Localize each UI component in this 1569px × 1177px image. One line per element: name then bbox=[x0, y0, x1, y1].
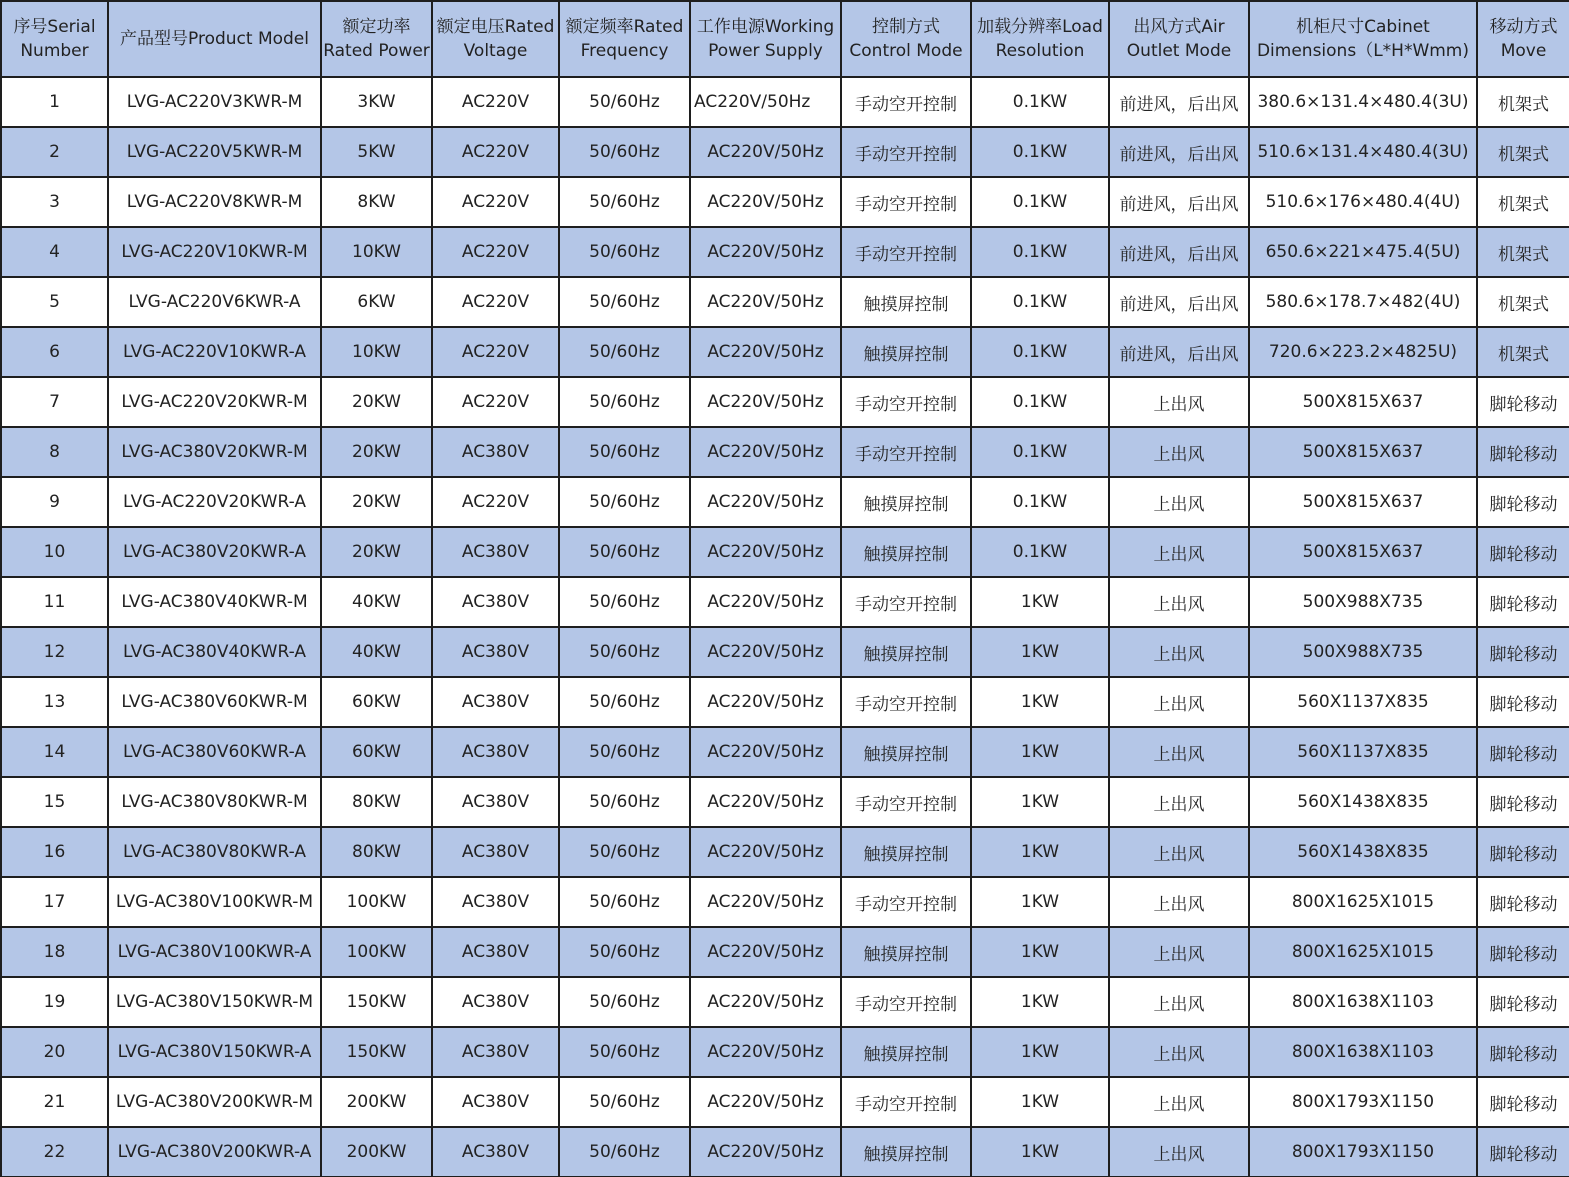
cell-product-model: LVG-AC220V8KWR-M bbox=[108, 177, 321, 227]
cell-air-outlet-mode: 上出风 bbox=[1109, 477, 1249, 527]
cell-air-outlet-mode: 上出风 bbox=[1109, 677, 1249, 727]
cell-cabinet-dimensions: 500X988X735 bbox=[1249, 577, 1477, 627]
cell-load-resolution: 1KW bbox=[971, 577, 1109, 627]
cell-rated-power: 60KW bbox=[321, 727, 432, 777]
cell-control-mode: 触摸屏控制 bbox=[841, 927, 971, 977]
cell-rated-voltage: AC220V bbox=[432, 277, 559, 327]
cell-serial-number: 20 bbox=[1, 1027, 108, 1077]
cell-cabinet-dimensions: 800X1793X1150 bbox=[1249, 1127, 1477, 1177]
cell-product-model: LVG-AC220V6KWR-A bbox=[108, 277, 321, 327]
cell-cabinet-dimensions: 800X1638X1103 bbox=[1249, 1027, 1477, 1077]
cell-rated-frequency: 50/60Hz bbox=[559, 127, 690, 177]
cell-serial-number: 19 bbox=[1, 977, 108, 1027]
cell-rated-voltage: AC380V bbox=[432, 1027, 559, 1077]
column-header-rated-voltage bbox=[432, 1, 559, 77]
table-header bbox=[1, 1, 1569, 77]
cell-move-mode: 脚轮移动 bbox=[1477, 777, 1569, 827]
cell-rated-power: 40KW bbox=[321, 627, 432, 677]
cell-load-resolution: 0.1KW bbox=[971, 227, 1109, 277]
cell-rated-voltage: AC380V bbox=[432, 427, 559, 477]
cell-control-mode: 触摸屏控制 bbox=[841, 1127, 971, 1177]
cell-control-mode: 触摸屏控制 bbox=[841, 1027, 971, 1077]
cell-rated-frequency: 50/60Hz bbox=[559, 677, 690, 727]
cell-rated-frequency: 50/60Hz bbox=[559, 977, 690, 1027]
table-row bbox=[1, 77, 1569, 127]
cell-rated-frequency: 50/60Hz bbox=[559, 327, 690, 377]
cell-rated-power: 80KW bbox=[321, 827, 432, 877]
column-header-label: 序号Serial bbox=[13, 17, 96, 37]
cell-working-power-supply: AC220V/50Hz bbox=[690, 1027, 841, 1077]
cell-load-resolution: 1KW bbox=[971, 877, 1109, 927]
cell-serial-number: 6 bbox=[1, 327, 108, 377]
cell-working-power-supply: AC220V/50Hz bbox=[690, 727, 841, 777]
table-row bbox=[1, 627, 1569, 677]
cell-rated-frequency: 50/60Hz bbox=[559, 77, 690, 127]
cell-load-resolution: 1KW bbox=[971, 1077, 1109, 1127]
cell-rated-power: 150KW bbox=[321, 977, 432, 1027]
cell-rated-frequency: 50/60Hz bbox=[559, 577, 690, 627]
cell-working-power-supply: AC220V/50Hz bbox=[690, 427, 841, 477]
cell-product-model: LVG-AC380V80KWR-M bbox=[108, 777, 321, 827]
cell-rated-frequency: 50/60Hz bbox=[559, 427, 690, 477]
cell-control-mode: 手动空开控制 bbox=[841, 127, 971, 177]
cell-move-mode: 脚轮移动 bbox=[1477, 727, 1569, 777]
cell-rated-voltage: AC380V bbox=[432, 877, 559, 927]
cell-load-resolution: 0.1KW bbox=[971, 427, 1109, 477]
table-row bbox=[1, 1077, 1569, 1127]
table-row bbox=[1, 1127, 1569, 1177]
cell-air-outlet-mode: 前进风，后出风 bbox=[1109, 127, 1249, 177]
cell-serial-number: 5 bbox=[1, 277, 108, 327]
cell-product-model: LVG-AC380V60KWR-M bbox=[108, 677, 321, 727]
cell-control-mode: 触摸屏控制 bbox=[841, 277, 971, 327]
cell-control-mode: 触摸屏控制 bbox=[841, 327, 971, 377]
cell-rated-frequency: 50/60Hz bbox=[559, 1077, 690, 1127]
cell-working-power-supply: AC220V/50Hz bbox=[690, 927, 841, 977]
cell-rated-power: 5KW bbox=[321, 127, 432, 177]
cell-control-mode: 手动空开控制 bbox=[841, 427, 971, 477]
cell-rated-voltage: AC380V bbox=[432, 827, 559, 877]
table-row bbox=[1, 877, 1569, 927]
cell-working-power-supply: AC220V/50Hz bbox=[690, 77, 841, 127]
cell-serial-number: 12 bbox=[1, 627, 108, 677]
cell-move-mode: 机架式 bbox=[1477, 177, 1569, 227]
cell-cabinet-dimensions: 580.6×178.7×482(4U) bbox=[1249, 277, 1477, 327]
cell-load-resolution: 1KW bbox=[971, 1027, 1109, 1077]
cell-move-mode: 脚轮移动 bbox=[1477, 1027, 1569, 1077]
cell-serial-number: 13 bbox=[1, 677, 108, 727]
cell-air-outlet-mode: 上出风 bbox=[1109, 827, 1249, 877]
cell-serial-number: 17 bbox=[1, 877, 108, 927]
cell-rated-power: 20KW bbox=[321, 377, 432, 427]
column-header-rated-frequency bbox=[559, 1, 690, 77]
cell-rated-frequency: 50/60Hz bbox=[559, 527, 690, 577]
cell-product-model: LVG-AC380V100KWR-A bbox=[108, 927, 321, 977]
column-header-sublabel: Dimensions（L*H*Wmm) bbox=[1256, 41, 1470, 61]
cell-product-model: LVG-AC380V150KWR-M bbox=[108, 977, 321, 1027]
cell-rated-voltage: AC380V bbox=[432, 677, 559, 727]
cell-working-power-supply: AC220V/50Hz bbox=[690, 277, 841, 327]
column-header-label: 工作电源Working bbox=[696, 17, 835, 37]
cell-product-model: LVG-AC380V40KWR-M bbox=[108, 577, 321, 627]
cell-air-outlet-mode: 上出风 bbox=[1109, 727, 1249, 777]
cell-air-outlet-mode: 上出风 bbox=[1109, 777, 1249, 827]
cell-control-mode: 手动空开控制 bbox=[841, 227, 971, 277]
table-row bbox=[1, 577, 1569, 627]
column-header-sublabel: Number bbox=[20, 41, 89, 61]
column-header-sublabel: Power Supply bbox=[708, 41, 823, 61]
cell-move-mode: 机架式 bbox=[1477, 227, 1569, 277]
cell-move-mode: 机架式 bbox=[1477, 127, 1569, 177]
cell-control-mode: 手动空开控制 bbox=[841, 177, 971, 227]
cell-product-model: LVG-AC220V20KWR-A bbox=[108, 477, 321, 527]
cell-working-power-supply: AC220V/50Hz bbox=[690, 1077, 841, 1127]
cell-cabinet-dimensions: 800X1625X1015 bbox=[1249, 877, 1477, 927]
cell-air-outlet-mode: 前进风，后出风 bbox=[1109, 227, 1249, 277]
cell-working-power-supply: AC220V/50Hz bbox=[690, 327, 841, 377]
cell-control-mode: 手动空开控制 bbox=[841, 677, 971, 727]
cell-load-resolution: 0.1KW bbox=[971, 477, 1109, 527]
cell-load-resolution: 1KW bbox=[971, 977, 1109, 1027]
cell-serial-number: 10 bbox=[1, 527, 108, 577]
cell-move-mode: 脚轮移动 bbox=[1477, 977, 1569, 1027]
column-header-control-mode bbox=[841, 1, 971, 77]
cell-load-resolution: 1KW bbox=[971, 827, 1109, 877]
cell-move-mode: 脚轮移动 bbox=[1477, 427, 1569, 477]
column-header-load-resolution bbox=[971, 1, 1109, 77]
cell-rated-voltage: AC220V bbox=[432, 77, 559, 127]
cell-move-mode: 机架式 bbox=[1477, 277, 1569, 327]
cell-working-power-supply: AC220V/50Hz bbox=[690, 227, 841, 277]
table-row bbox=[1, 377, 1569, 427]
cell-load-resolution: 0.1KW bbox=[971, 77, 1109, 127]
cell-serial-number: 3 bbox=[1, 177, 108, 227]
cell-load-resolution: 0.1KW bbox=[971, 377, 1109, 427]
table-row bbox=[1, 727, 1569, 777]
column-header-air-outlet-mode bbox=[1109, 1, 1249, 77]
cell-rated-power: 100KW bbox=[321, 927, 432, 977]
cell-air-outlet-mode: 上出风 bbox=[1109, 977, 1249, 1027]
column-header-label: 产品型号Product Model bbox=[120, 29, 309, 49]
cell-rated-power: 150KW bbox=[321, 1027, 432, 1077]
table-row bbox=[1, 777, 1569, 827]
cell-rated-voltage: AC380V bbox=[432, 577, 559, 627]
cell-rated-frequency: 50/60Hz bbox=[559, 927, 690, 977]
cell-move-mode: 脚轮移动 bbox=[1477, 477, 1569, 527]
cell-rated-frequency: 50/60Hz bbox=[559, 1027, 690, 1077]
cell-product-model: LVG-AC220V5KWR-M bbox=[108, 127, 321, 177]
table-row bbox=[1, 477, 1569, 527]
cell-rated-power: 80KW bbox=[321, 777, 432, 827]
column-header-label: 出风方式Air bbox=[1133, 17, 1225, 37]
cell-control-mode: 触摸屏控制 bbox=[841, 827, 971, 877]
column-header-sublabel: Voltage bbox=[463, 41, 528, 61]
cell-rated-voltage: AC220V bbox=[432, 127, 559, 177]
table-row bbox=[1, 427, 1569, 477]
cell-rated-frequency: 50/60Hz bbox=[559, 277, 690, 327]
cell-rated-power: 3KW bbox=[321, 77, 432, 127]
cell-air-outlet-mode: 前进风，后出风 bbox=[1109, 327, 1249, 377]
cell-working-power-supply: AC220V/50Hz bbox=[690, 527, 841, 577]
cell-serial-number: 18 bbox=[1, 927, 108, 977]
cell-working-power-supply: AC220V/50Hz bbox=[690, 677, 841, 727]
cell-air-outlet-mode: 上出风 bbox=[1109, 1027, 1249, 1077]
column-header-sublabel: Control Mode bbox=[849, 41, 963, 61]
cell-rated-power: 200KW bbox=[321, 1077, 432, 1127]
cell-serial-number: 15 bbox=[1, 777, 108, 827]
cell-cabinet-dimensions: 500X815X637 bbox=[1249, 377, 1477, 427]
column-header-rated-power bbox=[321, 1, 432, 77]
cell-move-mode: 脚轮移动 bbox=[1477, 577, 1569, 627]
cell-serial-number: 11 bbox=[1, 577, 108, 627]
table-row bbox=[1, 327, 1569, 377]
cell-load-resolution: 0.1KW bbox=[971, 277, 1109, 327]
cell-product-model: LVG-AC380V60KWR-A bbox=[108, 727, 321, 777]
cell-rated-voltage: AC220V bbox=[432, 227, 559, 277]
cell-serial-number: 7 bbox=[1, 377, 108, 427]
cell-air-outlet-mode: 上出风 bbox=[1109, 377, 1249, 427]
cell-air-outlet-mode: 上出风 bbox=[1109, 1127, 1249, 1177]
column-header-serial-number bbox=[1, 1, 108, 77]
cell-rated-voltage: AC380V bbox=[432, 1077, 559, 1127]
header-row bbox=[1, 1, 1569, 77]
cell-control-mode: 触摸屏控制 bbox=[841, 727, 971, 777]
column-header-label: 机柜尺寸Cabinet bbox=[1296, 17, 1430, 37]
cell-load-resolution: 1KW bbox=[971, 1127, 1109, 1177]
cell-rated-power: 20KW bbox=[321, 477, 432, 527]
cell-load-resolution: 0.1KW bbox=[971, 527, 1109, 577]
cell-rated-power: 8KW bbox=[321, 177, 432, 227]
cell-cabinet-dimensions: 500X815X637 bbox=[1249, 527, 1477, 577]
column-header-label: 额定频率Rated bbox=[565, 17, 684, 37]
table-body bbox=[1, 77, 1569, 1177]
cell-rated-frequency: 50/60Hz bbox=[559, 1127, 690, 1177]
cell-move-mode: 脚轮移动 bbox=[1477, 877, 1569, 927]
cell-rated-voltage: AC380V bbox=[432, 977, 559, 1027]
cell-product-model: LVG-AC380V200KWR-M bbox=[108, 1077, 321, 1127]
cell-rated-power: 60KW bbox=[321, 677, 432, 727]
cell-cabinet-dimensions: 720.6×223.2×4825U) bbox=[1249, 327, 1477, 377]
cell-rated-voltage: AC380V bbox=[432, 527, 559, 577]
cell-rated-frequency: 50/60Hz bbox=[559, 227, 690, 277]
table-row bbox=[1, 277, 1569, 327]
column-header-label: 移动方式 bbox=[1489, 17, 1558, 37]
cell-cabinet-dimensions: 800X1793X1150 bbox=[1249, 1077, 1477, 1127]
cell-air-outlet-mode: 上出风 bbox=[1109, 627, 1249, 677]
cell-working-power-supply: AC220V/50Hz bbox=[690, 377, 841, 427]
column-header-label: 额定功率 bbox=[342, 17, 411, 37]
cell-load-resolution: 1KW bbox=[971, 627, 1109, 677]
column-header-sublabel: Move bbox=[1500, 41, 1547, 61]
table-row bbox=[1, 1027, 1569, 1077]
cell-cabinet-dimensions: 500X988X735 bbox=[1249, 627, 1477, 677]
cell-air-outlet-mode: 上出风 bbox=[1109, 1077, 1249, 1127]
cell-rated-power: 10KW bbox=[321, 227, 432, 277]
cell-control-mode: 手动空开控制 bbox=[841, 1077, 971, 1127]
cell-cabinet-dimensions: 650.6×221×475.4(5U) bbox=[1249, 227, 1477, 277]
cell-rated-frequency: 50/60Hz bbox=[559, 777, 690, 827]
cell-control-mode: 手动空开控制 bbox=[841, 977, 971, 1027]
cell-working-power-supply: AC220V/50Hz bbox=[690, 627, 841, 677]
table-row bbox=[1, 827, 1569, 877]
cell-move-mode: 机架式 bbox=[1477, 77, 1569, 127]
cell-working-power-supply: AC220V/50Hz bbox=[690, 877, 841, 927]
cell-product-model: LVG-AC380V100KWR-M bbox=[108, 877, 321, 927]
cell-rated-voltage: AC380V bbox=[432, 627, 559, 677]
cell-rated-power: 6KW bbox=[321, 277, 432, 327]
column-header-move-mode bbox=[1477, 1, 1569, 77]
cell-rated-power: 100KW bbox=[321, 877, 432, 927]
cell-serial-number: 9 bbox=[1, 477, 108, 527]
cell-control-mode: 触摸屏控制 bbox=[841, 527, 971, 577]
cell-rated-frequency: 50/60Hz bbox=[559, 727, 690, 777]
cell-rated-voltage: AC220V bbox=[432, 477, 559, 527]
cell-load-resolution: 1KW bbox=[971, 777, 1109, 827]
cell-working-power-supply: AC220V/50Hz bbox=[690, 827, 841, 877]
table-row bbox=[1, 527, 1569, 577]
cell-serial-number: 14 bbox=[1, 727, 108, 777]
cell-move-mode: 脚轮移动 bbox=[1477, 627, 1569, 677]
cell-product-model: LVG-AC380V20KWR-A bbox=[108, 527, 321, 577]
cell-load-resolution: 0.1KW bbox=[971, 127, 1109, 177]
cell-control-mode: 手动空开控制 bbox=[841, 577, 971, 627]
cell-rated-frequency: 50/60Hz bbox=[559, 177, 690, 227]
cell-rated-power: 40KW bbox=[321, 577, 432, 627]
cell-rated-voltage: AC220V bbox=[432, 327, 559, 377]
cell-rated-voltage: AC380V bbox=[432, 927, 559, 977]
cell-air-outlet-mode: 前进风，后出风 bbox=[1109, 77, 1249, 127]
cell-cabinet-dimensions: 800X1625X1015 bbox=[1249, 927, 1477, 977]
cell-rated-frequency: 50/60Hz bbox=[559, 477, 690, 527]
cell-product-model: LVG-AC380V150KWR-A bbox=[108, 1027, 321, 1077]
cell-product-model: LVG-AC220V20KWR-M bbox=[108, 377, 321, 427]
column-header-label: 控制方式 bbox=[872, 17, 940, 37]
cell-move-mode: 脚轮移动 bbox=[1477, 377, 1569, 427]
cell-move-mode: 脚轮移动 bbox=[1477, 677, 1569, 727]
cell-cabinet-dimensions: 500X815X637 bbox=[1249, 477, 1477, 527]
cell-air-outlet-mode: 前进风，后出风 bbox=[1109, 277, 1249, 327]
cell-control-mode: 触摸屏控制 bbox=[841, 627, 971, 677]
cell-working-power-supply: AC220V/50Hz bbox=[690, 977, 841, 1027]
cell-rated-voltage: AC380V bbox=[432, 727, 559, 777]
cell-product-model: LVG-AC380V200KWR-A bbox=[108, 1127, 321, 1177]
cell-move-mode: 脚轮移动 bbox=[1477, 1077, 1569, 1127]
column-header-sublabel: Resolution bbox=[995, 41, 1085, 61]
column-header-working-power-supply bbox=[690, 1, 841, 77]
cell-air-outlet-mode: 上出风 bbox=[1109, 927, 1249, 977]
cell-rated-voltage: AC220V bbox=[432, 377, 559, 427]
cell-rated-voltage: AC220V bbox=[432, 177, 559, 227]
cell-rated-power: 20KW bbox=[321, 427, 432, 477]
column-header-label: 额定电压Rated bbox=[436, 17, 555, 37]
cell-load-resolution: 1KW bbox=[971, 677, 1109, 727]
cell-product-model: LVG-AC220V10KWR-A bbox=[108, 327, 321, 377]
cell-rated-frequency: 50/60Hz bbox=[559, 627, 690, 677]
cell-working-power-supply: AC220V/50Hz bbox=[690, 1127, 841, 1177]
cell-serial-number: 22 bbox=[1, 1127, 108, 1177]
cell-serial-number: 21 bbox=[1, 1077, 108, 1127]
cell-control-mode: 手动空开控制 bbox=[841, 377, 971, 427]
cell-control-mode: 手动空开控制 bbox=[841, 77, 971, 127]
cell-rated-power: 20KW bbox=[321, 527, 432, 577]
cell-move-mode: 脚轮移动 bbox=[1477, 527, 1569, 577]
cell-serial-number: 8 bbox=[1, 427, 108, 477]
cell-cabinet-dimensions: 510.6×176×480.4(4U) bbox=[1249, 177, 1477, 227]
cell-cabinet-dimensions: 500X815X637 bbox=[1249, 427, 1477, 477]
cell-control-mode: 手动空开控制 bbox=[841, 777, 971, 827]
column-header-sublabel: Outlet Mode bbox=[1126, 41, 1232, 61]
cell-working-power-supply: AC220V/50Hz bbox=[690, 477, 841, 527]
cell-cabinet-dimensions: 560X1137X835 bbox=[1249, 677, 1477, 727]
column-header-sublabel: Rated Power bbox=[323, 41, 430, 61]
table-row bbox=[1, 227, 1569, 277]
cell-product-model: LVG-AC380V80KWR-A bbox=[108, 827, 321, 877]
cell-load-resolution: 0.1KW bbox=[971, 327, 1109, 377]
cell-control-mode: 触摸屏控制 bbox=[841, 477, 971, 527]
cell-move-mode: 脚轮移动 bbox=[1477, 827, 1569, 877]
cell-rated-frequency: 50/60Hz bbox=[559, 377, 690, 427]
cell-rated-voltage: AC380V bbox=[432, 1127, 559, 1177]
cell-cabinet-dimensions: 560X1137X835 bbox=[1249, 727, 1477, 777]
cell-working-power-supply: AC220V/50Hz bbox=[690, 177, 841, 227]
cell-load-resolution: 0.1KW bbox=[971, 177, 1109, 227]
cell-rated-power: 10KW bbox=[321, 327, 432, 377]
cell-serial-number: 16 bbox=[1, 827, 108, 877]
cell-rated-frequency: 50/60Hz bbox=[559, 827, 690, 877]
cell-serial-number: 2 bbox=[1, 127, 108, 177]
cell-rated-frequency: 50/60Hz bbox=[559, 877, 690, 927]
cell-working-power-supply: AC220V/50Hz bbox=[690, 127, 841, 177]
table-row bbox=[1, 927, 1569, 977]
table-row bbox=[1, 127, 1569, 177]
cell-air-outlet-mode: 上出风 bbox=[1109, 427, 1249, 477]
cell-working-power-supply: AC220V/50Hz bbox=[690, 777, 841, 827]
table-row bbox=[1, 677, 1569, 727]
cell-cabinet-dimensions: 800X1638X1103 bbox=[1249, 977, 1477, 1027]
cell-move-mode: 脚轮移动 bbox=[1477, 1127, 1569, 1177]
column-header-cabinet-dimensions bbox=[1249, 1, 1477, 77]
cell-cabinet-dimensions: 380.6×131.4×480.4(3U) bbox=[1249, 77, 1477, 127]
cell-air-outlet-mode: 上出风 bbox=[1109, 877, 1249, 927]
cell-air-outlet-mode: 前进风，后出风 bbox=[1109, 177, 1249, 227]
cell-working-power-supply: AC220V/50Hz bbox=[690, 577, 841, 627]
cell-rated-voltage: AC380V bbox=[432, 777, 559, 827]
cell-serial-number: 4 bbox=[1, 227, 108, 277]
cell-move-mode: 机架式 bbox=[1477, 327, 1569, 377]
cell-air-outlet-mode: 上出风 bbox=[1109, 527, 1249, 577]
cell-load-resolution: 1KW bbox=[971, 927, 1109, 977]
table-row bbox=[1, 177, 1569, 227]
cell-product-model: LVG-AC220V3KWR-M bbox=[108, 77, 321, 127]
cell-cabinet-dimensions: 560X1438X835 bbox=[1249, 827, 1477, 877]
cell-air-outlet-mode: 上出风 bbox=[1109, 577, 1249, 627]
cell-cabinet-dimensions: 560X1438X835 bbox=[1249, 777, 1477, 827]
column-header-sublabel: Frequency bbox=[580, 41, 669, 61]
cell-cabinet-dimensions: 510.6×131.4×480.4(3U) bbox=[1249, 127, 1477, 177]
cell-control-mode: 手动空开控制 bbox=[841, 877, 971, 927]
column-header-product-model bbox=[108, 1, 321, 77]
cell-product-model: LVG-AC380V40KWR-A bbox=[108, 627, 321, 677]
cell-load-resolution: 1KW bbox=[971, 727, 1109, 777]
table-row bbox=[1, 977, 1569, 1027]
cell-move-mode: 脚轮移动 bbox=[1477, 927, 1569, 977]
cell-serial-number: 1 bbox=[1, 77, 108, 127]
cell-product-model: LVG-AC380V20KWR-M bbox=[108, 427, 321, 477]
cell-rated-power: 200KW bbox=[321, 1127, 432, 1177]
column-header-label: 加载分辨率Load bbox=[977, 17, 1103, 37]
cell-product-model: LVG-AC220V10KWR-M bbox=[108, 227, 321, 277]
